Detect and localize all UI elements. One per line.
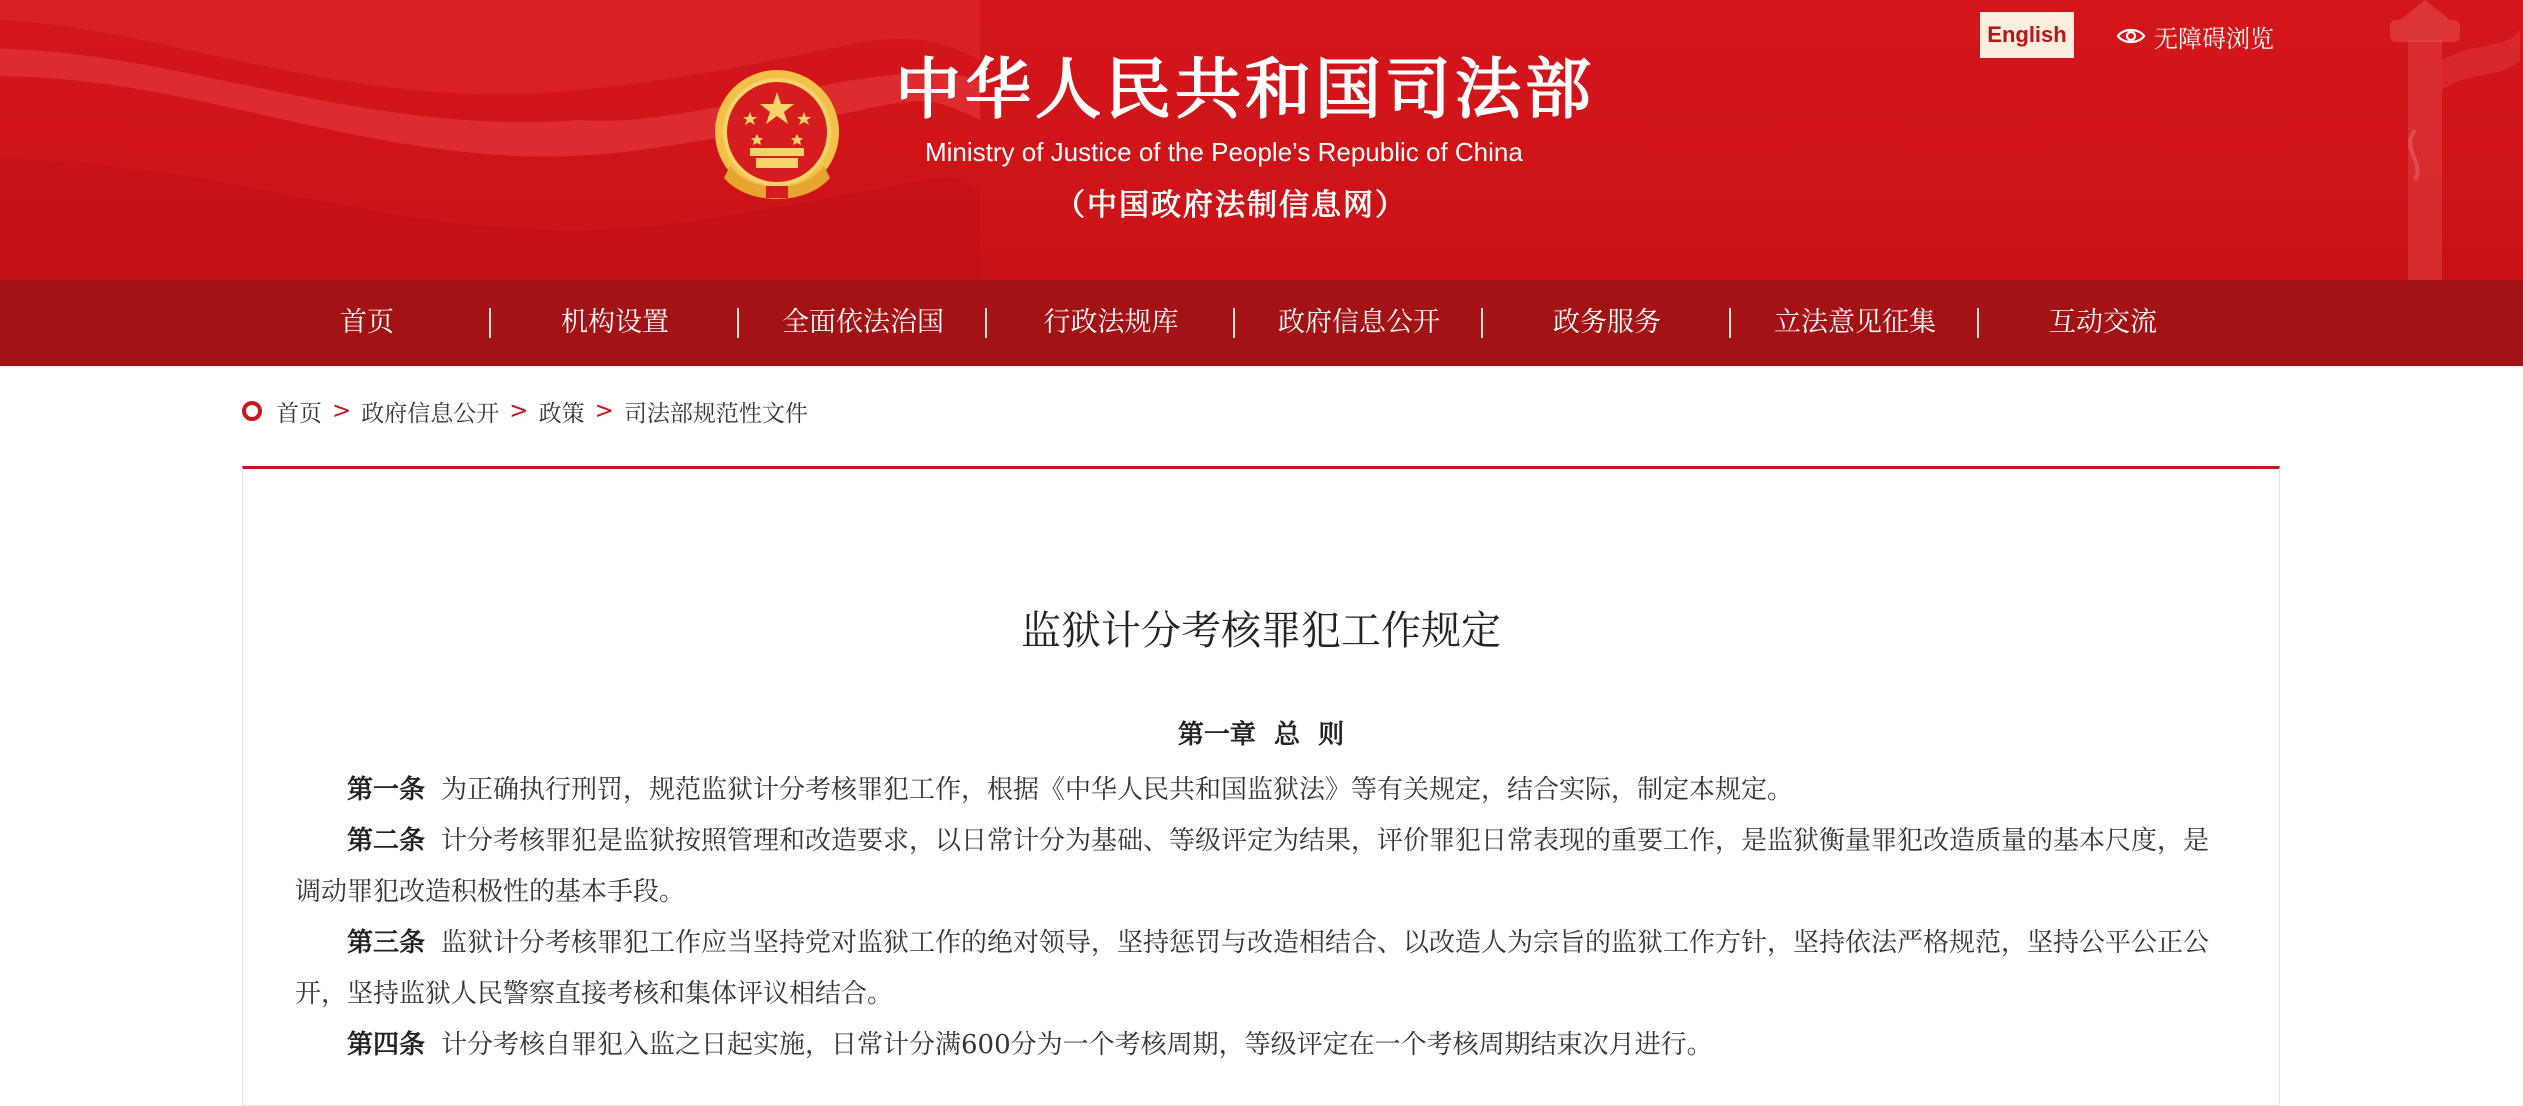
- article-text: 为正确执行刑罚，规范监狱计分考核罪犯工作，根据《中华人民共和国监狱法》等有关规定，结合实际，制定本规定。: [441, 775, 1794, 805]
- breadcrumb-separator: >: [332, 398, 352, 424]
- nav-item-label: 首页: [340, 307, 394, 338]
- article-text: 计分考核罪犯是监狱按照管理和改造要求，以日常计分为基础、等级评定为结果，评价罪犯日常表现的重要工作，是监狱衡量罪犯改造质量的基本尺度，是调动罪犯改造积极性的基本手段。: [295, 826, 2210, 907]
- site-title-chinese: 中华人民共和国司法部: [895, 50, 1595, 128]
- site-subtitle: （中国政府法制信息网）: [1055, 188, 1407, 223]
- english-version-button[interactable]: English: [1980, 12, 2074, 58]
- breadcrumb-current[interactable]: 司法部规范性文件: [623, 400, 808, 427]
- chapter-heading: 第一章 总 则: [1177, 720, 1345, 750]
- article-number: 第二条: [347, 826, 426, 856]
- nav-item-label: 机构设置: [561, 307, 669, 338]
- article-panel: [242, 466, 2280, 1106]
- nav-item-organization[interactable]: [491, 280, 739, 366]
- national-emblem: [710, 66, 844, 206]
- breadcrumb-information-disclosure[interactable]: 政府信息公开: [361, 400, 500, 427]
- nav-item-home[interactable]: [243, 280, 491, 366]
- article-number: 第三条: [347, 928, 426, 958]
- article-paragraph: [295, 816, 2233, 918]
- article-number: 第四条: [347, 1030, 426, 1060]
- article-paragraph: [295, 765, 2233, 816]
- breadcrumb-policy[interactable]: 政策: [538, 400, 585, 427]
- article-paragraph: [295, 1020, 2233, 1071]
- site-banner: [0, 0, 2523, 280]
- article-number: 第一条: [347, 775, 426, 805]
- accessible-browsing-link[interactable]: [2116, 16, 2274, 56]
- nav-item-label: 政府信息公开: [1278, 307, 1440, 338]
- nav-item-government-services[interactable]: [1483, 280, 1731, 366]
- location-dot-icon: [242, 401, 262, 421]
- site-title-english: Ministry of Justice of the People’s Republic of China: [925, 137, 1523, 167]
- article-paragraph: [295, 918, 2233, 1020]
- huabiao-pillar-decoration: [2330, 0, 2523, 280]
- nav-item-legislative-comments[interactable]: [1731, 280, 1979, 366]
- nav-item-label: 立法意见征集: [1774, 307, 1936, 338]
- breadcrumb: [242, 388, 808, 434]
- eye-icon: [2116, 25, 2146, 47]
- accessible-browsing-label: 无障碍浏览: [2154, 24, 2274, 53]
- nav-item-rule-of-law[interactable]: [739, 280, 987, 366]
- nav-item-regulations-library[interactable]: [987, 280, 1235, 366]
- article-text: 监狱计分考核罪犯工作应当坚持党对监狱工作的绝对领导，坚持惩罚与改造相结合、以改造人为宗旨的监狱工作方针，坚持依法严格规范，坚持公平公正公开，坚持监狱人民警察直接考核和集体评议相结合。: [295, 928, 2210, 1009]
- nav-item-label: 全面依法治国: [782, 307, 944, 338]
- article-title: 监狱计分考核罪犯工作规定: [1021, 608, 1501, 654]
- article-body: [295, 765, 2233, 1071]
- nav-item-interaction[interactable]: [1979, 280, 2227, 366]
- main-navigation: [0, 280, 2523, 366]
- breadcrumb-home[interactable]: 首页: [276, 400, 322, 427]
- nav-item-label: 政务服务: [1553, 307, 1661, 338]
- nav-item-label: 行政法规库: [1043, 307, 1179, 338]
- breadcrumb-separator: >: [509, 398, 529, 424]
- breadcrumb-separator: >: [594, 398, 614, 424]
- nav-item-label: 互动交流: [2049, 307, 2157, 338]
- nav-item-information-disclosure[interactable]: [1235, 280, 1483, 366]
- article-text: 计分考核自罪犯入监之日起实施，日常计分满600分为一个考核周期，等级评定在一个考核周期结束次月进行。: [441, 1030, 1713, 1060]
